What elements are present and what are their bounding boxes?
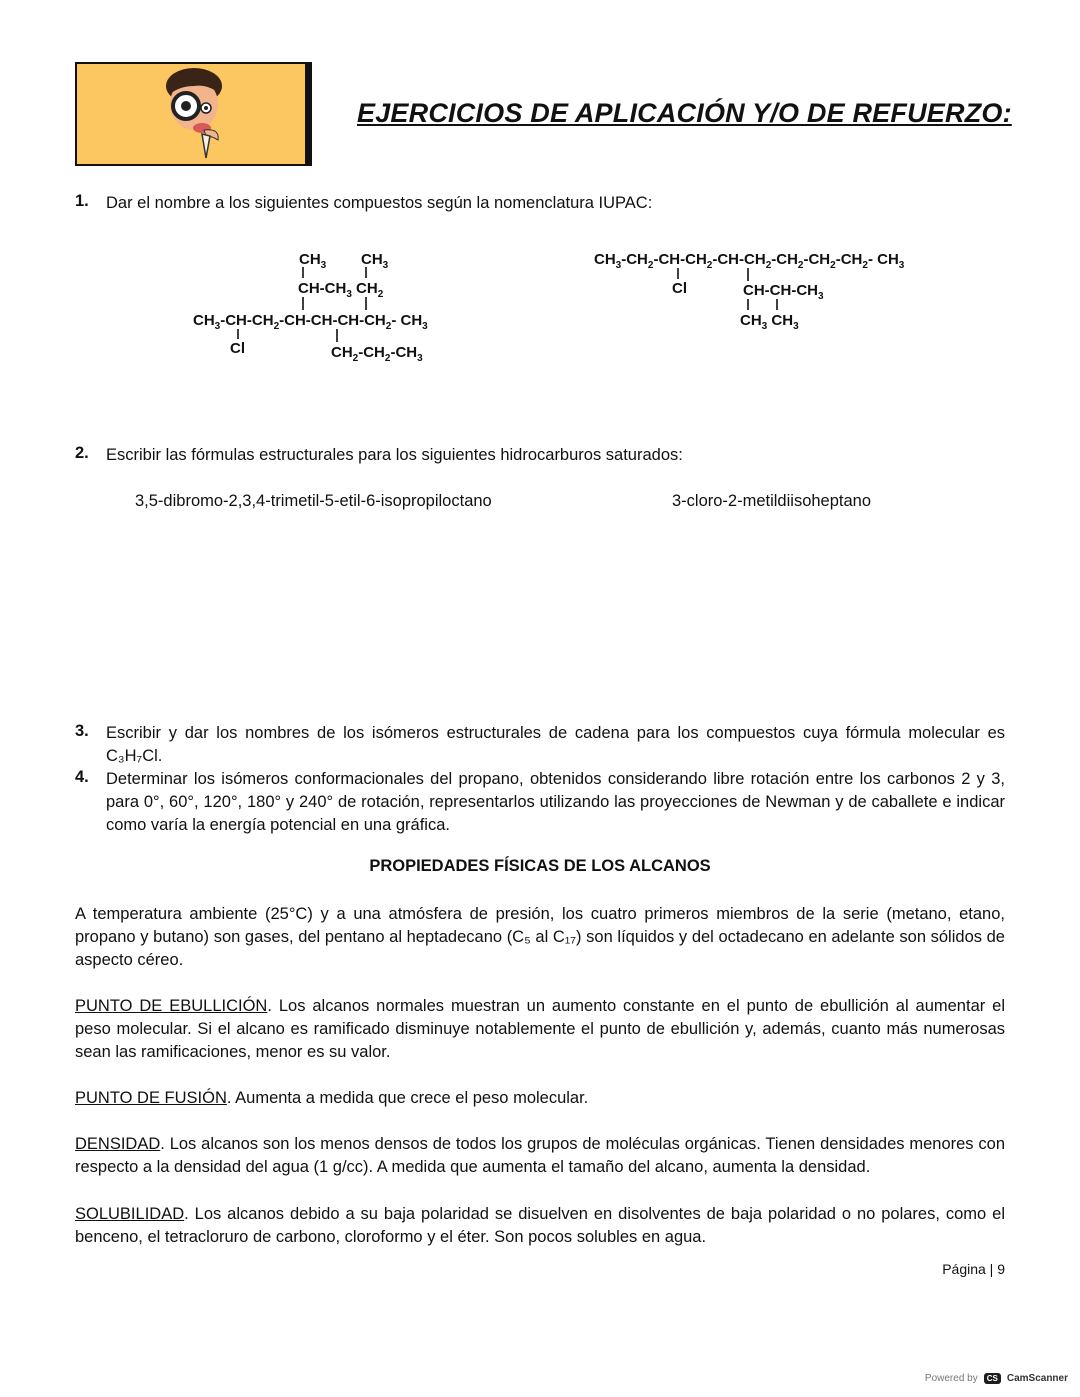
camscanner-brand: CamScanner [1006, 1373, 1068, 1384]
boiling-point-label: PUNTO DE EBULLICIÓN [75, 997, 268, 1015]
header-box-shadow [306, 62, 312, 166]
struct-b-text: $CH_3-CH_2-CH-CH_2-CH-CH_2-CH_2-CH_2-CH_2-$ $CH_3$ [594, 251, 905, 271]
compound-a-name: 3,5-dibromo-2,3,4-trimetil-5-etil-6-isopropiloctano [135, 492, 492, 510]
intro-paragraph: A temperatura ambiente (25°C) y a una atmósfera de presión, los cuatro primeros miembros de la serie (metano, etano, propano y butano) son gases, del pentano al heptadecano (C₅ al C₁₇) son líquidos y del octadecano en adelante son sólidos de aspecto céreo. [75, 905, 1005, 969]
density-paragraph [75, 1133, 1005, 1179]
section-heading: PROPIEDADES FÍSICAS DE LOS ALCANOS [369, 857, 711, 875]
struct-b-text: $CH-CH-CH_3$ [743, 282, 824, 302]
struct-a-text: $CH_3$ [361, 251, 389, 271]
melting-point-paragraph [75, 1087, 1005, 1110]
q3-formula: C₃H₇Cl. [106, 747, 163, 765]
page-number: Página | 9 [942, 1261, 1005, 1277]
struct-b-text: $CH_3$ $CH_3$ [740, 312, 799, 332]
melting-point-label: PUNTO DE FUSIÓN [75, 1089, 227, 1107]
q3-text-main: Escribir y dar los nombres de los isómeros estructurales de cadena para los compuestos cuya fórmula molecular es [106, 724, 1005, 742]
struct-a-text: Cl [230, 340, 245, 357]
structure-b [588, 240, 968, 335]
density-label: DENSIDAD [75, 1135, 161, 1153]
q2-number: 2. [75, 444, 89, 462]
melting-point-text: . Aumenta a medida que crece el peso molecular. [226, 1089, 589, 1107]
camscanner-logo-icon: CS [984, 1373, 1001, 1384]
q4-text: Determinar los isómeros conformacionales del propano, obtenidos considerando libre rotación entre los carbonos 2 y 3, para 0°, 60°, 120°, 180° y 240° de rotación, representarlos utilizando las proyecciones de Newman y de caballete e indicar como varía la energía potencial en una gráfica. [106, 770, 1005, 834]
page-title: EJERCICIOS DE APLICACIÓN Y/O DE REFUERZO: [357, 98, 1012, 128]
struct-a-text: $CH_2-CH_2-CH_3$ [331, 344, 423, 364]
q1-number: 1. [75, 192, 89, 210]
powered-by-text: Powered by [924, 1373, 978, 1384]
struct-a-bonds [238, 267, 366, 342]
solubility-text: . Los alcanos debido a su baja polaridad se disuelven en disolventes de baja polaridad o no polares, como el benceno, el tetracloruro de carbono, cloroformo y el éter. Son pocos solubles en agua. [75, 1205, 1005, 1246]
struct-a-text: $CH_3$ [299, 251, 327, 271]
q2-text: Escribir las fórmulas estructurales para los siguientes hidrocarburos saturados: [106, 446, 683, 464]
struct-a-text: $CH_3-CH-CH_2-CH-CH-CH-CH_2-$ $CH_3$ [193, 312, 428, 332]
camscanner-footer [925, 1373, 1068, 1384]
solubility-paragraph [75, 1203, 1005, 1249]
magnifying-glass-mascot-icon [158, 64, 230, 164]
q1-text: Dar el nombre a los siguientes compuestos según la nomenclatura IUPAC: [106, 194, 653, 212]
density-text: . Los alcanos son los menos densos de todos los grupos de moléculas orgánicas. Tienen densidades menores con respecto a la densidad del agua (1 g/cc). A medida que aumenta el tamaño del alcano, aumenta la densidad. [75, 1135, 1005, 1176]
solubility-label: SOLUBILIDAD [75, 1205, 185, 1223]
struct-a-text: $CH-CH_3$ $CH_2$ [298, 280, 384, 300]
boiling-point-text: . Los alcanos normales muestran un aumento constante en el punto de ebullición al aumentar el peso molecular. Si el alcano es ramificado disminuye notablemente el punto de ebullición y, además, cuanto más numerosas sean las ramificaciones, menor es su valor. [75, 997, 1006, 1061]
boiling-point-paragraph [75, 995, 1005, 1064]
structure-a [185, 240, 475, 365]
compound-b-name: 3-cloro-2-metildiisoheptano [672, 492, 872, 510]
q3-text [106, 722, 1005, 768]
struct-b-text: Cl [672, 280, 687, 297]
q3-number: 3. [75, 722, 89, 740]
q4-number: 4. [75, 768, 89, 786]
